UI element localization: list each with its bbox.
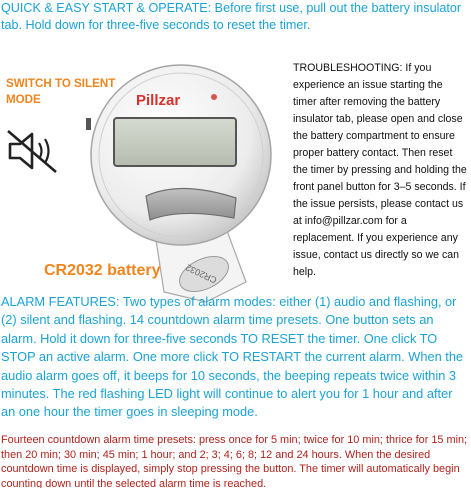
battery-label: CR2032 battery: [44, 262, 161, 279]
speaker-muted-icon: [6, 128, 62, 174]
countdown-presets-text: Fourteen countdown alarm time presets: press once for 5 min; twice for 10 min; thrice for 15 min; then 20 min; 30 min; 45 min; 1 hour; and 2; 3; 4; 6; 8; 12 and 24 hours. When the desired countdown time is displayed, simply stop pressing the button. The timer will automatically begin counting down until the selected alarm time is reached.: [1, 434, 468, 488]
alarm-features-text: ALARM FEATURES: Two types of alarm modes: either (1) audio and flashing, or (2) silent and flashing. 14 countdown alarm time presets. One button sets an alarm. Hold it down for three-five seconds TO RESET the timer. One click TO STOP an active alarm. One more click TO RESTART the current alarm. When the audio alarm goes off, it beeps for 10 seconds, the beeping repeats twice within 3 minutes. The red flashing LED light will continue to alert you for 1 hour and after an one hour the timer goes in sleeping mode.: [1, 294, 464, 420]
battery-engraving: CR2032: [184, 262, 219, 286]
troubleshooting-text: TROUBLESHOOTING: If you experience an issue starting the timer after removing the battery insulator tab, please open and close the battery compartment to ensure proper battery contact. Then reset the timer by pressing and holding the front panel button for 3–5 seconds. If the issue persists, please contact us at info@pillzar.com for a replacement. If you experience any issue, contact us directly so we can help.: [293, 62, 467, 278]
brand-logo: Pillzar: [136, 92, 181, 109]
quick-start-instructions: QUICK & EASY START & OPERATE: Before first use, pull out the battery insulator tab. Hold down for three-five seconds to reset the timer.: [1, 1, 462, 32]
switch-to-silent-label: SWITCH TO SILENT MODE: [6, 77, 116, 106]
